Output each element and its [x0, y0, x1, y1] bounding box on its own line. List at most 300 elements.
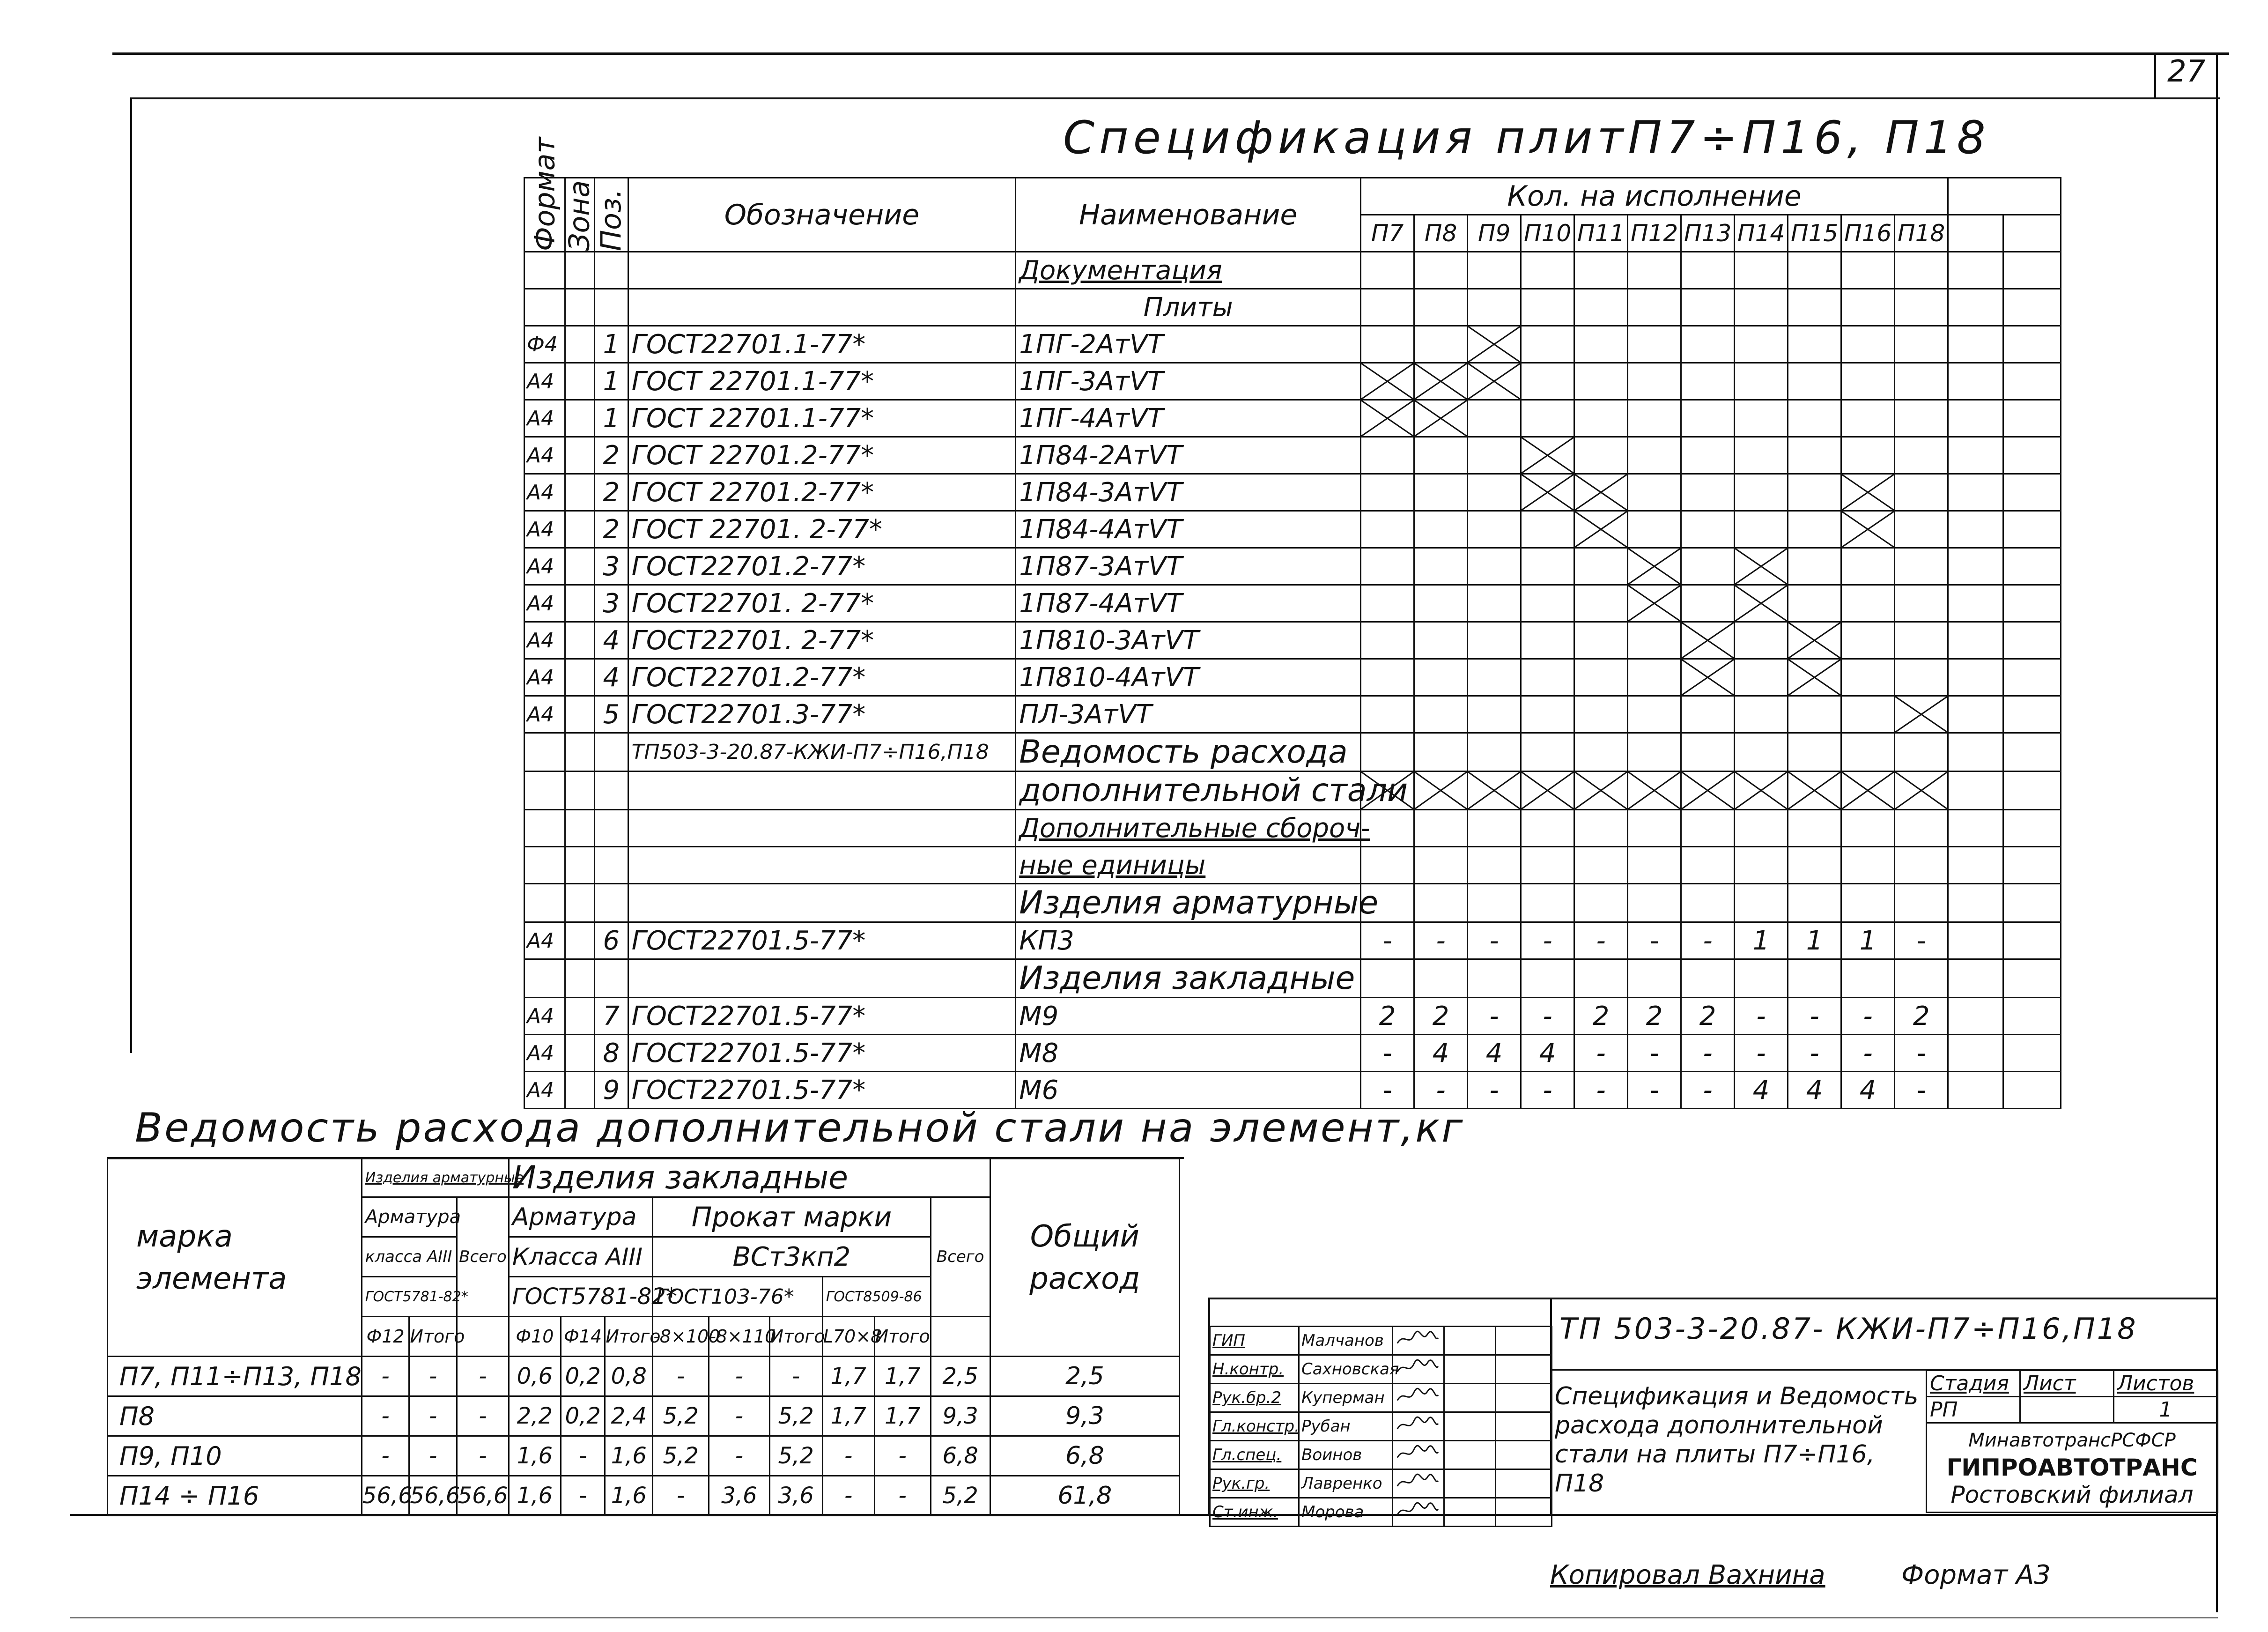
qty-cell: - — [1895, 1035, 1948, 1072]
qty-cell — [1948, 771, 2003, 810]
cross-icon — [1361, 363, 1413, 399]
qty-cell — [1895, 511, 1948, 548]
spec-row — [525, 326, 2061, 363]
qty-cell — [1468, 437, 1521, 474]
signature-row — [1210, 1384, 1552, 1412]
cross-mark — [1681, 659, 1735, 696]
qty-cell — [1414, 326, 1468, 363]
qty-cell — [1895, 884, 1948, 922]
zone-cell — [565, 733, 594, 771]
qty-cell — [1895, 437, 1948, 474]
designation-cell: ГОСТ 22701.1-77* — [628, 400, 1016, 437]
pos-cell — [594, 289, 628, 326]
value-cell: - — [822, 1436, 874, 1476]
cross-mark — [1735, 585, 1788, 622]
sheet-number: 27 — [2167, 54, 2206, 89]
qty-cell — [1468, 289, 1521, 326]
extra-cell — [1496, 1469, 1552, 1498]
cross-icon — [1788, 623, 1840, 658]
prokat-header: Прокат марки — [653, 1197, 931, 1237]
qty-cell: 1 — [1841, 922, 1895, 959]
designation-cell — [628, 810, 1016, 847]
qty-cell: - — [1681, 1072, 1735, 1109]
format-cell — [525, 884, 565, 922]
qty-cell — [1361, 548, 1414, 585]
value-cell: 56,6 — [409, 1476, 457, 1516]
org-name: ГИПРОАВТОТРАНС — [1946, 1454, 2198, 1481]
qty-cell: 2 — [1414, 998, 1468, 1035]
extra-cell — [1496, 1412, 1552, 1441]
sub-header: Ф14 — [561, 1317, 605, 1357]
pos-cell: 2 — [594, 474, 628, 511]
cross-mark — [1841, 511, 1895, 548]
format-cell: А4 — [525, 998, 565, 1035]
qty-cell — [1521, 511, 1574, 548]
value-cell: 56,6 — [457, 1476, 509, 1516]
designation-cell — [628, 847, 1016, 884]
qty-cell — [1948, 585, 2003, 622]
total-header: Общий расход — [990, 1159, 1179, 1357]
qty-cell: - — [1735, 998, 1788, 1035]
qty-cell — [1895, 810, 1948, 847]
spec-row — [525, 548, 2061, 585]
cross-icon — [1628, 772, 1680, 809]
qty-cell — [1574, 622, 1628, 659]
cross-icon — [1415, 772, 1467, 809]
armatura-header: Арматура — [362, 1197, 457, 1237]
total-cell: 61,8 — [990, 1476, 1179, 1516]
qty-cell — [1895, 847, 1948, 884]
variant-column-header: П7 — [1361, 215, 1414, 252]
qty-cell — [1895, 326, 1948, 363]
cross-icon — [1575, 772, 1627, 809]
qty-cell — [1735, 847, 1788, 884]
qty-cell — [1574, 363, 1628, 400]
qty-cell — [1681, 548, 1735, 585]
cross-mark — [1895, 696, 1948, 733]
name-cell: 1П87-4АтVТ — [1016, 585, 1361, 622]
qty-cell — [2003, 622, 2061, 659]
qty-cell — [1841, 847, 1895, 884]
variant-column-header: П8 — [1414, 215, 1468, 252]
qty-cell: - — [1468, 998, 1521, 1035]
qty-cell: - — [1628, 922, 1681, 959]
pos-cell: 8 — [594, 1035, 628, 1072]
qty-cell — [1841, 437, 1895, 474]
qty-cell — [1574, 696, 1628, 733]
format-cell: А4 — [525, 548, 565, 585]
element-mark: П14 ÷ П16 — [108, 1476, 362, 1516]
designation-cell: ГОСТ22701. 2-77* — [628, 622, 1016, 659]
qty-cell — [1361, 585, 1414, 622]
qty-cell: - — [1468, 922, 1521, 959]
cross-mark — [1468, 771, 1521, 810]
variant-column-header: П15 — [1788, 215, 1841, 252]
signature-row — [1210, 1327, 1552, 1355]
name-cell: Документация — [1016, 252, 1361, 289]
qty-cell — [1628, 733, 1681, 771]
signature-scribble-icon — [1395, 1328, 1440, 1350]
name-cell: 1ПГ-3АтVТ — [1016, 363, 1361, 400]
value-cell: 5,2 — [653, 1396, 709, 1436]
sub-header: Итого — [769, 1317, 822, 1357]
qty-cell — [1628, 400, 1681, 437]
value-cell: - — [874, 1476, 931, 1516]
pos-cell — [594, 959, 628, 998]
format-cell: А4 — [525, 437, 565, 474]
qty-cell — [1521, 363, 1574, 400]
arm-total-header: Всего — [457, 1197, 509, 1317]
name-cell: Плиты — [1016, 289, 1361, 326]
zone-cell — [565, 622, 594, 659]
qty-cell — [1841, 400, 1895, 437]
name-cell: Дополнительные сбороч- — [1016, 810, 1361, 847]
name-cell: КП3 — [1016, 922, 1361, 959]
qty-cell: 4 — [1468, 1035, 1521, 1072]
qty-cell — [1414, 474, 1468, 511]
cross-icon — [1682, 623, 1734, 658]
qty-cell — [1841, 622, 1895, 659]
qty-cell — [1948, 252, 2003, 289]
qty-cell — [2003, 810, 2061, 847]
pos-cell: 4 — [594, 659, 628, 696]
qty-cell — [1681, 252, 1735, 289]
qty-cell — [1468, 585, 1521, 622]
qty-cell: - — [1414, 1072, 1468, 1109]
stage-value: РП — [1927, 1397, 2020, 1423]
qty-cell — [1841, 696, 1895, 733]
qty-cell — [1681, 733, 1735, 771]
qty-cell: - — [1895, 922, 1948, 959]
pos-cell: 4 — [594, 622, 628, 659]
designation-cell — [628, 771, 1016, 810]
signature-scribble-icon — [1395, 1413, 1440, 1436]
qty-cell: - — [1681, 922, 1735, 959]
statement-row — [108, 1357, 1180, 1396]
name-cell: 1ПГ-4АтVТ — [1016, 400, 1361, 437]
qty-cell: 2 — [1895, 998, 1948, 1035]
qty-cell — [1574, 733, 1628, 771]
name-cell: 1П84-4АтVТ — [1016, 511, 1361, 548]
qty-cell — [2003, 585, 2061, 622]
qty-cell: - — [1521, 922, 1574, 959]
name-cell: ные единицы — [1016, 847, 1361, 884]
qty-cell — [1788, 474, 1841, 511]
qty-cell — [1681, 847, 1735, 884]
value-cell: 2,5 — [931, 1357, 990, 1396]
qty-cell — [1681, 400, 1735, 437]
qty-cell — [1468, 622, 1521, 659]
qty-cell — [1628, 511, 1681, 548]
value-cell: - — [409, 1396, 457, 1436]
cross-mark — [1841, 771, 1895, 810]
designation-cell: ГОСТ22701. 2-77* — [628, 585, 1016, 622]
qty-cell — [2003, 289, 2061, 326]
qty-cell — [1681, 326, 1735, 363]
qty-cell — [1948, 363, 2003, 400]
qty-cell — [1948, 326, 2003, 363]
qty-cell — [1521, 326, 1574, 363]
name-cell: М9 — [1016, 998, 1361, 1035]
doc-code: ТП 503-3-20.87- КЖИ-П7÷П16,П18 — [1559, 1312, 2138, 1346]
qty-cell — [1414, 733, 1468, 771]
qty-cell — [1681, 437, 1735, 474]
value-cell: - — [709, 1396, 769, 1436]
qty-cell — [1468, 548, 1521, 585]
qty-cell — [1895, 474, 1948, 511]
qty-cell — [2003, 252, 2061, 289]
qty-cell — [1841, 585, 1895, 622]
cross-icon — [1468, 363, 1520, 399]
pos-cell: 1 — [594, 363, 628, 400]
cross-mark — [1468, 326, 1521, 363]
zone-cell — [565, 252, 594, 289]
spec-row — [525, 585, 2061, 622]
spec-row — [525, 922, 2061, 959]
qty-cell — [1788, 959, 1841, 998]
sheet-number-box — [2154, 52, 2218, 97]
qty-cell — [1468, 847, 1521, 884]
qty-cell — [1895, 622, 1948, 659]
cross-icon — [1842, 512, 1894, 547]
qty-cell — [1414, 437, 1468, 474]
cross-icon — [1522, 438, 1574, 473]
qty-cell — [1574, 959, 1628, 998]
qty-cell: - — [1361, 922, 1414, 959]
value-cell: 56,6 — [362, 1476, 409, 1516]
variant-column-header: П14 — [1735, 215, 1788, 252]
sub-header: Итого — [409, 1317, 457, 1357]
qty-cell — [1681, 585, 1735, 622]
zone-header: Зона — [565, 178, 594, 252]
qty-cell — [1414, 884, 1468, 922]
qty-cell: 2 — [1361, 998, 1414, 1035]
zone-cell — [565, 959, 594, 998]
variant-column-header: П10 — [1521, 215, 1574, 252]
qty-cell — [2003, 659, 2061, 696]
sub-header: L70×8 — [822, 1317, 874, 1357]
qty-cell — [1948, 998, 2003, 1035]
qty-cell: - — [1574, 1072, 1628, 1109]
qty-cell: 2 — [1574, 998, 1628, 1035]
signature-row — [1210, 1355, 1552, 1384]
cross-icon — [1415, 363, 1467, 399]
qty-cell: - — [1895, 1072, 1948, 1109]
date-cell — [1444, 1412, 1496, 1441]
qty-cell — [1895, 252, 1948, 289]
emb-items-header: Изделия закладные — [509, 1159, 990, 1197]
value-cell: - — [561, 1476, 605, 1516]
org-branch: Ростовский филиал — [1950, 1481, 2194, 1508]
role-cell: Рук.бр.2 — [1210, 1384, 1299, 1412]
qty-cell — [1841, 363, 1895, 400]
cross-icon — [1468, 326, 1520, 362]
value-cell: - — [709, 1357, 769, 1396]
spec-row — [525, 511, 2061, 548]
value-cell: 0,8 — [605, 1357, 653, 1396]
designation-cell: ГОСТ22701.1-77* — [628, 326, 1016, 363]
pos-cell — [594, 810, 628, 847]
qty-cell — [1628, 437, 1681, 474]
spec-row — [525, 659, 2061, 696]
qty-cell — [1948, 1035, 2003, 1072]
doc-title-left-rule — [1550, 1298, 1552, 1515]
signature-cell — [1393, 1469, 1444, 1498]
qty-cell — [1361, 696, 1414, 733]
element-mark: П7, П11÷П13, П18 — [108, 1357, 362, 1396]
format-cell: А4 — [525, 1035, 565, 1072]
qty-cell — [1841, 959, 1895, 998]
qty-cell — [1788, 326, 1841, 363]
qty-cell — [1468, 810, 1521, 847]
qty-cell: - — [1414, 922, 1468, 959]
qty-cell — [1948, 511, 2003, 548]
role-cell: Ст.инж. — [1210, 1498, 1299, 1527]
designation-cell: ГОСТ22701.2-77* — [628, 659, 1016, 696]
qty-cell — [1521, 400, 1574, 437]
cross-icon — [1735, 549, 1787, 584]
spec-row — [525, 400, 2061, 437]
signature-cell — [1393, 1327, 1444, 1355]
cross-icon — [1522, 772, 1574, 809]
signature-scribble-icon — [1395, 1385, 1440, 1407]
value-cell: - — [362, 1436, 409, 1476]
value-cell: 1,6 — [509, 1436, 561, 1476]
total-cell: 2,5 — [990, 1357, 1179, 1396]
total-cell: 6,8 — [990, 1436, 1179, 1476]
qty-cell — [1574, 884, 1628, 922]
qty-cell — [1521, 884, 1574, 922]
zone-cell — [565, 922, 594, 959]
spec-row — [525, 733, 2061, 771]
qty-cell — [1788, 884, 1841, 922]
qty-cell — [1468, 659, 1521, 696]
qty-cell — [1948, 959, 2003, 998]
cross-icon — [1895, 772, 1947, 809]
qty-cell — [1521, 252, 1574, 289]
qty-cell — [1681, 884, 1735, 922]
zone-cell — [565, 771, 594, 810]
pos-cell — [594, 733, 628, 771]
sheets-label: Листов — [2114, 1371, 2218, 1397]
qty-cell — [1788, 437, 1841, 474]
format-label: Формат А3 — [1901, 1560, 2051, 1590]
name-cell: Изделия закладные — [1016, 959, 1361, 998]
cross-mark — [1361, 771, 1414, 810]
qty-cell — [1521, 585, 1574, 622]
qty-cell — [1788, 696, 1841, 733]
cross-mark — [1574, 474, 1628, 511]
qty-cell — [1841, 810, 1895, 847]
designation-cell: ГОСТ22701.5-77* — [628, 998, 1016, 1035]
qty-cell — [1948, 289, 2003, 326]
qty-cell — [1948, 696, 2003, 733]
value-cell: 6,8 — [931, 1436, 990, 1476]
pos-cell: 1 — [594, 326, 628, 363]
qty-cell — [2003, 511, 2061, 548]
pos-cell: 3 — [594, 585, 628, 622]
cross-icon — [1361, 772, 1413, 809]
value-cell: - — [561, 1436, 605, 1476]
copied-by: Копировал Вахнина — [1550, 1560, 1825, 1590]
emb-class-a3-header: Класса АIII — [509, 1237, 652, 1277]
variant-column-header: П9 — [1468, 215, 1521, 252]
value-cell: - — [362, 1396, 409, 1436]
signature-cell — [1393, 1441, 1444, 1469]
value-cell: - — [409, 1436, 457, 1476]
qty-cell: 4 — [1788, 1072, 1841, 1109]
person-name: Сахновская — [1299, 1355, 1393, 1384]
name-cell: 1П810-3АтVТ — [1016, 622, 1361, 659]
qty-cell — [1788, 847, 1841, 884]
spec-row — [525, 437, 2061, 474]
qty-cell — [1788, 289, 1841, 326]
element-mark: П8 — [108, 1396, 362, 1436]
cross-mark — [1681, 622, 1735, 659]
qty-cell — [1574, 847, 1628, 884]
qty-cell — [1948, 622, 2003, 659]
value-cell: 5,2 — [769, 1436, 822, 1476]
qty-cell — [2003, 733, 2061, 771]
mark-header: марка элемента — [108, 1159, 362, 1357]
signature-scribble-icon — [1395, 1356, 1440, 1379]
pos-cell — [594, 771, 628, 810]
qty-cell — [1468, 884, 1521, 922]
qty-cell — [1361, 474, 1414, 511]
cross-mark — [1361, 400, 1414, 437]
name-cell: 1П84-2АтVТ — [1016, 437, 1361, 474]
person-name: Рубан — [1299, 1412, 1393, 1441]
cross-icon — [1575, 512, 1627, 547]
cross-mark — [1414, 771, 1468, 810]
signature-cell — [1393, 1498, 1444, 1527]
format-cell: А4 — [525, 400, 565, 437]
sub-header: Итого — [874, 1317, 931, 1357]
format-cell — [525, 810, 565, 847]
person-name: Воинов — [1299, 1441, 1393, 1469]
qty-cell — [1841, 289, 1895, 326]
qty-cell — [1895, 733, 1948, 771]
spec-row — [525, 810, 2061, 847]
sub-header: Итого — [605, 1317, 653, 1357]
arm-gost-header: ГОСТ5781-82* — [362, 1277, 457, 1317]
name-cell: 1П84-3АтVТ — [1016, 474, 1361, 511]
signature-row — [1210, 1498, 1552, 1527]
qty-cell — [1895, 959, 1948, 998]
extra-cell — [1496, 1441, 1552, 1469]
signature-cell — [1393, 1355, 1444, 1384]
qty-cell: - — [1681, 1035, 1735, 1072]
pos-cell: 5 — [594, 696, 628, 733]
extra-cell — [1496, 1384, 1552, 1412]
signature-cell — [1393, 1412, 1444, 1441]
qty-cell — [1414, 585, 1468, 622]
qty-cell — [1788, 548, 1841, 585]
top-trim-line — [112, 52, 2229, 55]
extra-cell — [1496, 1327, 1552, 1355]
qty-cell — [1841, 733, 1895, 771]
arm-items-header: Изделия арматурные — [362, 1159, 509, 1197]
format-cell — [525, 289, 565, 326]
cross-icon — [1682, 660, 1734, 695]
name-cell: Изделия арматурные — [1016, 884, 1361, 922]
qty-cell — [1414, 622, 1468, 659]
format-cell — [525, 847, 565, 884]
cross-icon — [1628, 586, 1680, 621]
name-cell: 1П810-4АтVТ — [1016, 659, 1361, 696]
value-cell: 1,6 — [605, 1476, 653, 1516]
qty-cell — [1735, 326, 1788, 363]
